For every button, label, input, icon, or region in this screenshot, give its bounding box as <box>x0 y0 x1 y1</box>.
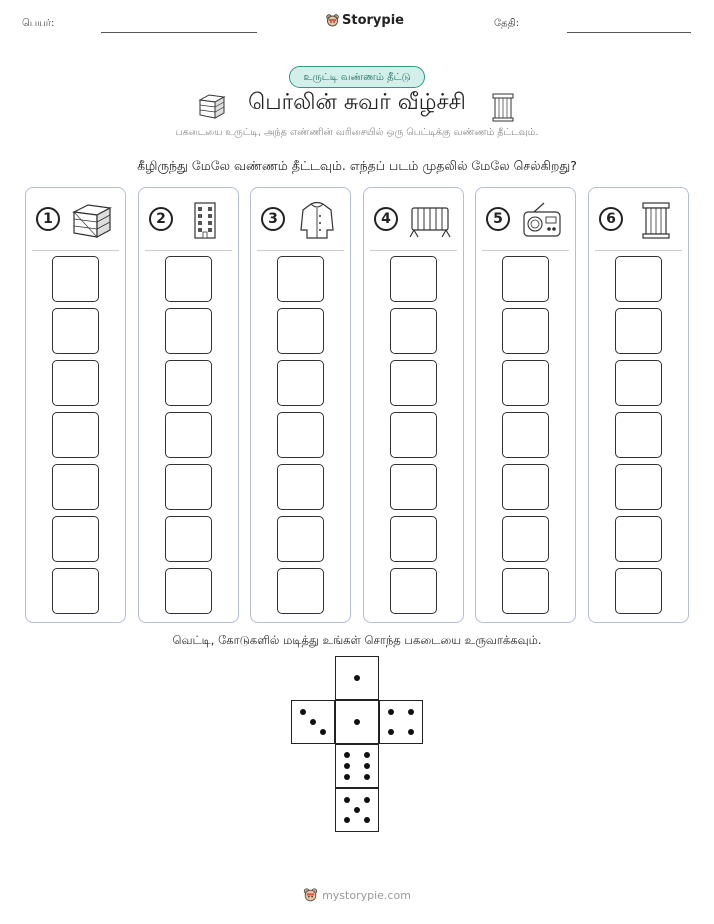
color-box[interactable] <box>277 464 324 510</box>
radio-icon <box>520 200 564 240</box>
race-column-2 <box>138 187 239 623</box>
color-box[interactable] <box>390 360 437 406</box>
pip <box>300 709 306 715</box>
pip <box>344 817 350 823</box>
color-box[interactable] <box>277 516 324 562</box>
crate-icon <box>70 200 114 240</box>
column-number: 6 <box>599 207 623 231</box>
column-number: 3 <box>261 207 285 231</box>
pip <box>364 763 370 769</box>
barrier-fence-icon <box>408 200 452 240</box>
pip <box>344 752 350 758</box>
color-box[interactable] <box>615 516 662 562</box>
date-label: தேதி: <box>494 18 520 29</box>
pip <box>408 709 414 715</box>
color-box[interactable] <box>52 360 99 406</box>
race-column-5 <box>475 187 576 623</box>
color-box[interactable] <box>502 412 549 458</box>
color-box[interactable] <box>502 568 549 614</box>
pip <box>354 807 360 813</box>
race-column-4 <box>363 187 464 623</box>
color-box[interactable] <box>277 308 324 354</box>
color-box[interactable] <box>277 568 324 614</box>
color-box[interactable] <box>52 516 99 562</box>
color-box[interactable] <box>502 308 549 354</box>
color-box[interactable] <box>502 464 549 510</box>
color-box[interactable] <box>615 568 662 614</box>
color-box[interactable] <box>390 256 437 302</box>
color-box[interactable] <box>52 464 99 510</box>
color-box[interactable] <box>615 256 662 302</box>
race-column-3 <box>250 187 351 623</box>
instruction: கீழிருந்து மேலே வண்ணம் தீட்டவும். எந்தப் படம் முதலில் மேலே செல்கிறது? <box>137 158 577 173</box>
cut-instruction: வெட்டி, கோடுகளில் மடித்து உங்கள் சொந்த பகடையை உருவாக்கவும். <box>172 633 542 647</box>
footer-site[interactable]: mystorypie.com <box>322 889 411 902</box>
apartment-building-icon <box>183 200 227 240</box>
bear-mascot-icon <box>326 14 339 28</box>
color-box[interactable] <box>502 256 549 302</box>
color-box[interactable] <box>502 360 549 406</box>
die-face-1 <box>335 656 379 700</box>
race-column-1 <box>25 187 126 623</box>
color-box[interactable] <box>502 516 549 562</box>
activity-badge: உருட்டி வண்ணம் தீட்டு <box>289 66 425 88</box>
color-box[interactable] <box>165 568 212 614</box>
color-box[interactable] <box>390 568 437 614</box>
color-box[interactable] <box>615 308 662 354</box>
winter-coat-icon <box>295 200 339 240</box>
color-box[interactable] <box>165 256 212 302</box>
color-box[interactable] <box>615 464 662 510</box>
pip <box>344 774 350 780</box>
die-face-4 <box>379 700 423 744</box>
pip <box>344 797 350 803</box>
color-box[interactable] <box>390 308 437 354</box>
column-number: 1 <box>36 207 60 231</box>
color-box[interactable] <box>165 308 212 354</box>
die-face-6 <box>335 744 379 788</box>
color-box[interactable] <box>52 568 99 614</box>
name-line[interactable] <box>101 32 257 33</box>
column-number: 4 <box>374 207 398 231</box>
color-box[interactable] <box>52 412 99 458</box>
color-box[interactable] <box>277 412 324 458</box>
footer <box>0 888 714 903</box>
die-face-1 <box>335 700 379 744</box>
subtitle: பகடையை உருட்டி, அந்த எண்ணின் வரிசையில் ஒரு பெட்டிக்கு வண்ணம் தீட்டவும். <box>175 127 539 138</box>
color-box[interactable] <box>165 412 212 458</box>
pip <box>364 817 370 823</box>
color-box[interactable] <box>277 256 324 302</box>
logo-text: Storypie <box>342 13 404 28</box>
pip <box>364 752 370 758</box>
color-box[interactable] <box>165 516 212 562</box>
pip <box>354 675 360 681</box>
race-column-6 <box>588 187 689 623</box>
page-title: பெர்லின் சுவர் வீழ்ச்சி <box>248 90 466 115</box>
column-pillar-icon <box>633 200 677 240</box>
storypie-logo <box>326 13 404 28</box>
die-face-3 <box>291 700 335 744</box>
die-face-5 <box>335 788 379 832</box>
pip <box>364 774 370 780</box>
color-box[interactable] <box>165 464 212 510</box>
pip <box>354 719 360 725</box>
color-box[interactable] <box>615 360 662 406</box>
color-box[interactable] <box>165 360 212 406</box>
pip <box>364 797 370 803</box>
pip <box>310 719 316 725</box>
color-box[interactable] <box>390 412 437 458</box>
date-line[interactable] <box>567 32 691 33</box>
pip <box>320 729 326 735</box>
color-box[interactable] <box>52 308 99 354</box>
pip <box>388 729 394 735</box>
bear-mascot-icon <box>303 888 318 903</box>
color-box[interactable] <box>277 360 324 406</box>
column-number: 5 <box>486 207 510 231</box>
column-number: 2 <box>149 207 173 231</box>
pip <box>408 729 414 735</box>
pip <box>344 763 350 769</box>
name-label: பெயர்: <box>22 18 55 29</box>
color-box[interactable] <box>615 412 662 458</box>
color-box[interactable] <box>52 256 99 302</box>
color-box[interactable] <box>390 464 437 510</box>
color-box[interactable] <box>390 516 437 562</box>
column-pillar-icon <box>491 92 515 122</box>
pip <box>388 709 394 715</box>
